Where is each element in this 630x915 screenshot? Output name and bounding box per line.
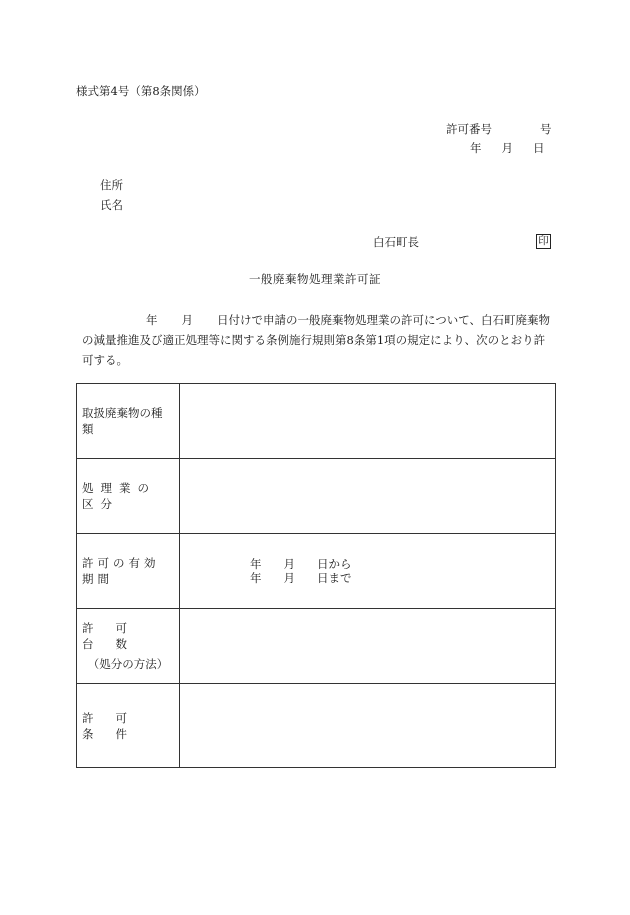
business-category-label: 処理業の区分 — [82, 481, 156, 511]
body-year: 年 — [146, 313, 158, 327]
validity-until: 年 月 日まで — [250, 571, 352, 585]
form-number: 様式第4号（第8条関係） — [76, 84, 206, 98]
permit-count-label-cell — [77, 609, 180, 684]
issue-year: 年 — [470, 141, 482, 155]
validity-from: 年 月 日から — [250, 557, 352, 571]
permit-number-suffix: 号 — [540, 122, 552, 136]
waste-type-label: 取扱廃棄物の種類 — [82, 406, 163, 436]
table-row — [77, 609, 556, 684]
waste-type-label-cell — [77, 384, 180, 459]
permit-count-label: 許可台数 — [82, 621, 149, 651]
disposal-method-label: （処分の方法） — [87, 657, 169, 671]
body-month: 月 — [181, 313, 193, 327]
permit-count-value — [180, 609, 556, 684]
address-label: 住所 — [100, 178, 123, 192]
permit-conditions-value — [180, 684, 556, 768]
mayor-label: 白石町長 — [373, 235, 419, 249]
table-row — [77, 384, 556, 459]
validity-period-label-cell — [77, 534, 180, 609]
table-row — [77, 459, 556, 534]
issue-date — [470, 143, 545, 155]
document-title: 一般廃棄物処理業許可証 — [249, 272, 381, 286]
business-category-value — [180, 459, 556, 534]
business-category-label-cell — [77, 459, 180, 534]
body-paragraph — [82, 310, 552, 370]
validity-period-label: 許可の有効期間 — [82, 556, 160, 586]
body-text: 日付けで申請の一般廃棄物処理業の許可について、白石町廃棄物の減量推進及び適正処理等に関する条例施行規則第8条第1項の規定により、次のとおり許可する。 — [82, 313, 551, 367]
permit-conditions-label-cell — [77, 684, 180, 768]
waste-type-value — [180, 384, 556, 459]
name-label: 氏名 — [100, 198, 123, 212]
validity-period-value — [180, 534, 556, 609]
seal-mark: 印 — [536, 234, 551, 249]
permit-conditions-label: 許可条件 — [82, 710, 149, 741]
permit-table — [76, 383, 556, 768]
table-row — [77, 684, 556, 768]
issue-month: 月 — [501, 141, 513, 155]
permit-number — [446, 124, 552, 136]
permit-number-label: 許可番号 — [446, 122, 492, 136]
issue-day: 日 — [533, 141, 545, 155]
table-row — [77, 534, 556, 609]
